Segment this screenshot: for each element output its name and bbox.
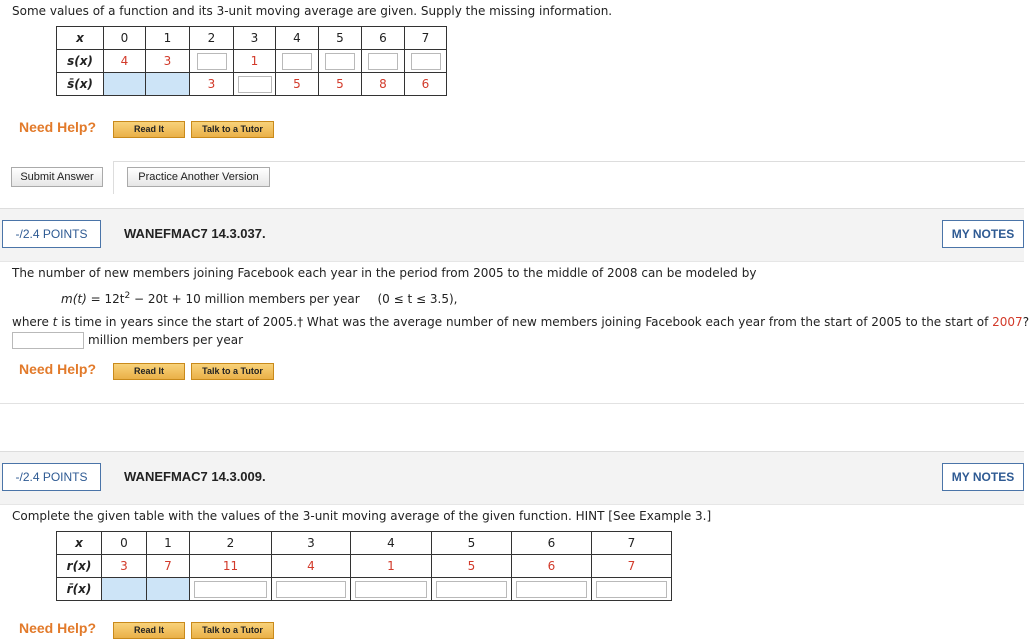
- q3-x-3: 3: [272, 532, 351, 555]
- q3-avg-4-cell: [351, 578, 432, 601]
- q1-s-4-cell: [276, 50, 319, 73]
- q3-avg-3-input[interactable]: [276, 581, 346, 598]
- q1-table: [56, 26, 447, 96]
- q1-s-5-cell: [319, 50, 362, 73]
- q3-avg-2-cell: [190, 578, 272, 601]
- q1-avg-7: 6: [405, 73, 447, 96]
- q3-row1-label: r(x): [57, 555, 102, 578]
- q2-question-id: WANEFMAC7 14.3.037.: [124, 226, 266, 241]
- q1-avg-3-cell: [234, 73, 276, 96]
- q1-x-0: 0: [104, 27, 146, 50]
- q3-read-it-button[interactable]: Read It: [113, 622, 185, 639]
- q3-r-2: 11: [190, 555, 272, 578]
- q3-x-2: 2: [190, 532, 272, 555]
- q3-r-4: 1: [351, 555, 432, 578]
- submit-answer-button[interactable]: Submit Answer: [11, 167, 103, 187]
- q3-x-7: 7: [592, 532, 672, 555]
- q2-domain: (0 ≤ t ≤ 3.5),: [377, 292, 458, 306]
- q3-avg-7-input[interactable]: [596, 581, 667, 598]
- q1-s-2-cell: [190, 50, 234, 73]
- q1-header-label: x: [57, 27, 104, 50]
- q2-need-help: Need Help?: [19, 361, 97, 377]
- q1-need-help: Need Help?: [19, 119, 97, 135]
- q2-formula-m: m(t): [61, 292, 87, 306]
- q3-avg-3-cell: [272, 578, 351, 601]
- q1-s-7-cell: [405, 50, 447, 73]
- q1-row1-label: s(x): [57, 50, 104, 73]
- q3-need-help: Need Help?: [19, 620, 97, 636]
- q3-row2-label: r̄(x): [57, 578, 102, 601]
- q1-s-3: 1: [234, 50, 276, 73]
- q1-x-6: 6: [362, 27, 405, 50]
- q2-formula-exp: 2: [124, 291, 131, 301]
- q1-avg-4: 5: [276, 73, 319, 96]
- q3-x-5: 5: [432, 532, 512, 555]
- q2-text2: where t is time in years since the start of 2005.† What was the average number of new members joining Facebook each year from the start of 2005 to the start of 2007?: [12, 315, 1029, 329]
- q3-r-3: 4: [272, 555, 351, 578]
- q2-text1: The number of new members joining Facebook each year in the period from 2005 to the middle of 2008 can be modeled by: [12, 266, 757, 280]
- q3-avg-6-input[interactable]: [516, 581, 587, 598]
- q2-read-it-button[interactable]: Read It: [113, 363, 185, 380]
- q3-header-label: x: [57, 532, 102, 555]
- q2-formula-rhs: = 12t: [86, 292, 125, 306]
- q2-formula-rest: − 20t + 10 million members per year: [130, 292, 360, 306]
- q3-r-6: 6: [512, 555, 592, 578]
- q1-x-5: 5: [319, 27, 362, 50]
- q3-points-badge: -/2.4 POINTS: [2, 463, 101, 491]
- q1-s-5-input[interactable]: [325, 53, 355, 70]
- q1-s-6-input[interactable]: [368, 53, 398, 70]
- q3-avg-2-input[interactable]: [194, 581, 267, 598]
- q3-avg-7-cell: [592, 578, 672, 601]
- q3-x-1: 1: [147, 532, 190, 555]
- q1-x-4: 4: [276, 27, 319, 50]
- q1-x-7: 7: [405, 27, 447, 50]
- q1-prompt: Some values of a function and its 3-unit moving average are given. Supply the missing information.: [12, 4, 613, 18]
- q3-r-1: 7: [147, 555, 190, 578]
- q1-x-3: 3: [234, 27, 276, 50]
- q3-r-0: 3: [102, 555, 147, 578]
- q1-s-6-cell: [362, 50, 405, 73]
- q1-read-it-button[interactable]: Read It: [113, 121, 185, 138]
- q3-avg-0-blank: [102, 578, 147, 601]
- q1-s-2-input[interactable]: [197, 53, 227, 70]
- q1-avg-2: 3: [190, 73, 234, 96]
- q2-points-badge: -/2.4 POINTS: [2, 220, 101, 248]
- q1-s-0: 4: [104, 50, 146, 73]
- q3-question-id: WANEFMAC7 14.3.009.: [124, 469, 266, 484]
- q3-r-5: 5: [432, 555, 512, 578]
- q3-table: [56, 531, 672, 601]
- q2-my-notes-button[interactable]: MY NOTES: [942, 220, 1024, 248]
- q3-x-6: 6: [512, 532, 592, 555]
- q1-avg-0-blank: [104, 73, 146, 96]
- q3-talk-tutor-button[interactable]: Talk to a Tutor: [191, 622, 274, 639]
- q3-avg-5-input[interactable]: [436, 581, 507, 598]
- q1-talk-tutor-button[interactable]: Talk to a Tutor: [191, 121, 274, 138]
- q3-r-7: 7: [592, 555, 672, 578]
- q2-answer-input[interactable]: [12, 332, 84, 349]
- q2-year: 2007: [992, 315, 1023, 329]
- q3-avg-1-blank: [147, 578, 190, 601]
- divider: [0, 403, 1024, 404]
- q1-s-7-input[interactable]: [411, 53, 441, 70]
- q3-avg-6-cell: [512, 578, 592, 601]
- q3-x-0: 0: [102, 532, 147, 555]
- q1-x-1: 1: [146, 27, 190, 50]
- q2-formula: [61, 291, 457, 306]
- practice-another-version-button[interactable]: Practice Another Version: [127, 167, 270, 187]
- q3-prompt: Complete the given table with the values of the 3-unit moving average of the given function. HINT [See Example 3.]: [12, 509, 712, 523]
- q1-avg-3-input[interactable]: [238, 76, 272, 93]
- q1-s-1: 3: [146, 50, 190, 73]
- q2-unit: million members per year: [88, 333, 244, 347]
- q1-row2-label: s̄(x): [57, 73, 104, 96]
- q3-avg-5-cell: [432, 578, 512, 601]
- q3-avg-4-input[interactable]: [355, 581, 427, 598]
- q1-s-4-input[interactable]: [282, 53, 312, 70]
- q1-x-2: 2: [190, 27, 234, 50]
- q3-x-4: 4: [351, 532, 432, 555]
- q2-talk-tutor-button[interactable]: Talk to a Tutor: [191, 363, 274, 380]
- q1-avg-5: 5: [319, 73, 362, 96]
- q1-avg-6: 8: [362, 73, 405, 96]
- q1-avg-1-blank: [146, 73, 190, 96]
- q3-my-notes-button[interactable]: MY NOTES: [942, 463, 1024, 491]
